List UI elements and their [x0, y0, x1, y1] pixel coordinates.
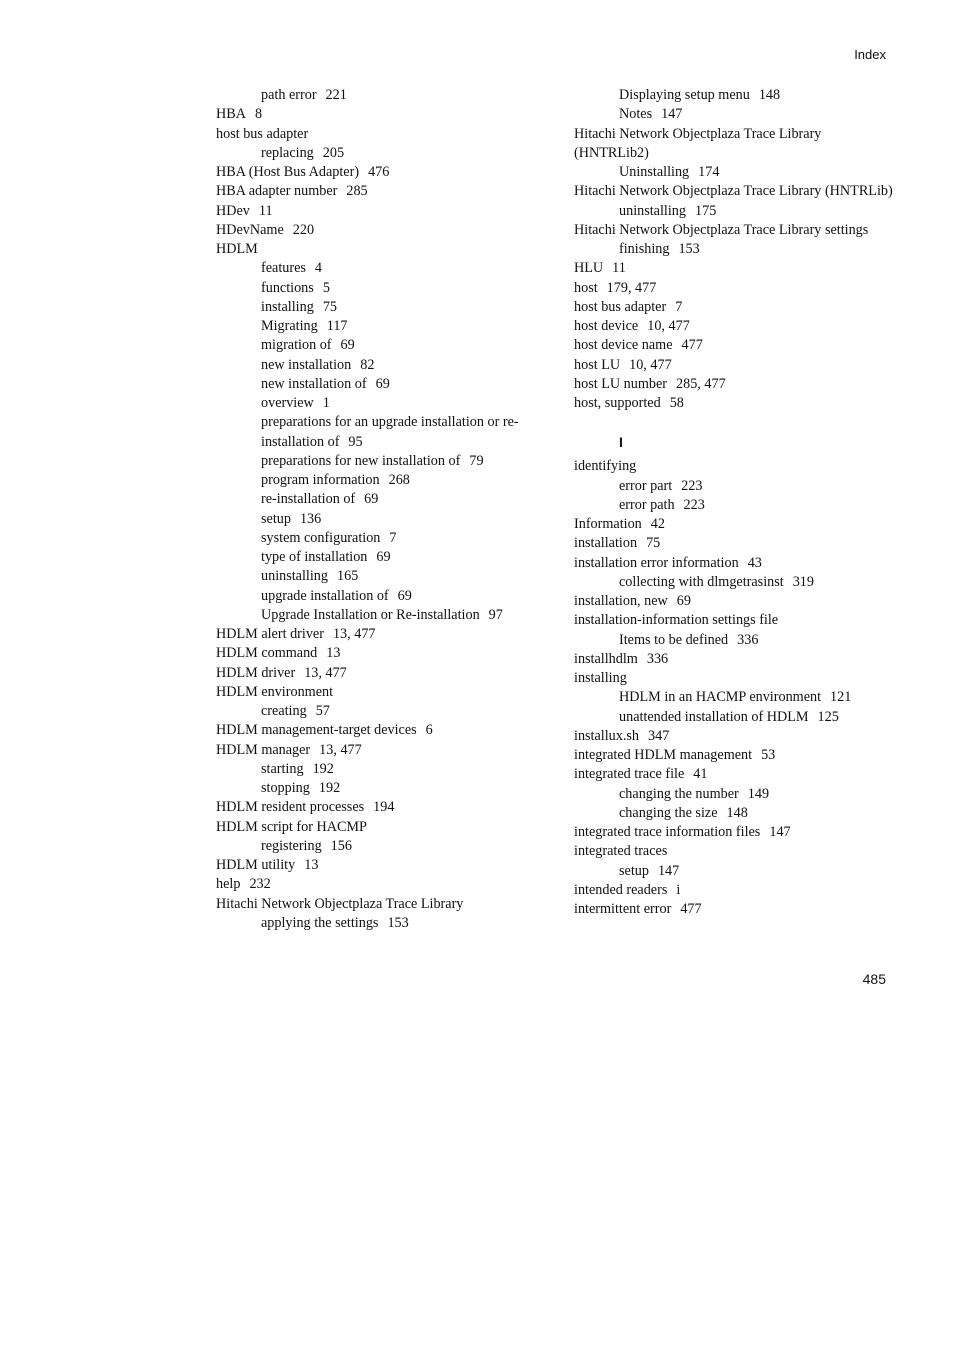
- index-subentry: [216, 567, 566, 586]
- index-term: installation, new: [574, 593, 668, 609]
- index-subentry: [216, 86, 566, 105]
- index-term: collecting with dlmgetrasinst: [619, 573, 784, 590]
- index-term: type of installation: [261, 549, 368, 565]
- index-subentry: [574, 631, 894, 650]
- index-subentry: [216, 779, 566, 798]
- index-term: HDLM manager: [216, 741, 311, 758]
- index-subentry: [574, 86, 894, 105]
- index-term: HDLM in an HACMP environment: [619, 689, 822, 706]
- page-number: 485: [862, 971, 886, 987]
- index-subentry: [574, 785, 894, 804]
- index-subentry: [216, 452, 566, 471]
- index-term: changing the number: [619, 785, 739, 802]
- index-term: host LU number: [574, 375, 667, 392]
- index-page-ref: 1: [322, 395, 330, 411]
- index-term: host bus adapter: [574, 298, 667, 315]
- index-term: installation error information: [574, 554, 739, 571]
- running-header: Index: [854, 47, 886, 62]
- index-page-ref: 13, 477: [332, 626, 376, 642]
- index-term: finishing: [619, 241, 670, 257]
- index-term: HDLM: [216, 241, 258, 257]
- index-term: Uninstalling: [619, 164, 690, 180]
- index-subentry: [574, 496, 894, 515]
- index-page-ref: 136: [299, 510, 322, 527]
- index-entry: [574, 611, 894, 630]
- index-page-ref: 13, 477: [319, 741, 362, 758]
- index-page-ref: 13: [304, 857, 319, 873]
- index-term: help: [216, 876, 241, 893]
- index-subentry: [216, 413, 566, 452]
- index-page-ref: 11: [612, 260, 626, 277]
- index-page-ref: 8: [254, 106, 263, 123]
- index-entry: [574, 727, 894, 746]
- index-entry: [574, 182, 894, 201]
- index-term: host device name: [574, 337, 673, 354]
- index-page-ref: 147: [769, 824, 791, 840]
- index-page-ref: 75: [646, 535, 661, 552]
- index-term: installing: [261, 298, 314, 315]
- index-entry: [216, 875, 566, 894]
- index-term: Hitachi Network Objectplaza Trace Library settings: [574, 221, 869, 238]
- index-entry: [574, 394, 894, 413]
- index-term: Information: [574, 516, 642, 532]
- index-term: HDLM script for HACMP: [216, 818, 367, 835]
- index-page-ref: 336: [737, 631, 759, 648]
- index-term: starting: [261, 760, 304, 777]
- index-page-ref: 285: [346, 183, 368, 200]
- index-entry: [216, 798, 566, 817]
- index-term: installux.sh: [574, 727, 640, 744]
- index-entry: [574, 746, 894, 765]
- index-entry: [216, 818, 566, 837]
- index-term: identifying: [574, 458, 637, 475]
- index-entry: [574, 842, 894, 861]
- index-page-ref: 5: [322, 279, 330, 296]
- index-entry: [574, 336, 894, 355]
- index-term: replacing: [261, 144, 314, 161]
- index-term: Hitachi Network Objectplaza Trace Library (HNTRLib2): [574, 125, 822, 161]
- index-term: program information: [261, 472, 380, 488]
- index-term: preparations for new installation of: [261, 452, 461, 469]
- index-term: system configuration: [261, 529, 381, 546]
- index-page-ref: 69: [397, 587, 412, 604]
- index-page-ref: 268: [388, 472, 410, 488]
- index-entry: [574, 765, 894, 784]
- index-entry: [574, 375, 894, 394]
- index-term: error path: [619, 496, 675, 513]
- index-term: integrated traces: [574, 843, 668, 860]
- index-page-ref: 192: [318, 780, 341, 796]
- index-subentry: [216, 510, 566, 529]
- index-subentry: [574, 688, 894, 707]
- index-page-ref: 319: [792, 573, 814, 590]
- index-page-ref: i: [676, 881, 681, 898]
- index-term: installation: [574, 535, 638, 552]
- index-entry: [216, 182, 566, 201]
- index-term: overview: [261, 395, 314, 411]
- index-subentry: [216, 606, 566, 625]
- index-page-ref: 220: [292, 221, 315, 238]
- index-entry: [574, 356, 894, 375]
- index-subentry: [216, 144, 566, 163]
- index-page-ref: 285, 477: [676, 375, 726, 392]
- index-subentry: [216, 394, 566, 413]
- index-term: setup: [261, 510, 291, 527]
- index-page-ref: 223: [683, 496, 705, 513]
- index-entry: [574, 900, 894, 919]
- index-page-ref: 4: [314, 260, 322, 277]
- index-term: Items to be defined: [619, 631, 729, 648]
- index-page-ref: 148: [726, 804, 748, 821]
- index-term: new installation: [261, 356, 352, 373]
- index-entry: [574, 298, 894, 317]
- index-term: path error: [261, 87, 317, 103]
- index-term: installhdlm: [574, 650, 638, 667]
- index-entry: [216, 895, 566, 914]
- index-term: integrated trace information files: [574, 824, 761, 840]
- index-group-h-continued: [574, 86, 894, 413]
- index-term: functions: [261, 279, 314, 296]
- index-page-ref: 10, 477: [629, 356, 672, 373]
- index-page-ref: 97: [488, 606, 503, 623]
- index-page-ref: 156: [330, 837, 352, 854]
- index-entry: [574, 457, 894, 476]
- index-subentry: [574, 573, 894, 592]
- index-subentry: [216, 702, 566, 721]
- index-term: registering: [261, 837, 322, 854]
- index-subentry: [216, 259, 566, 278]
- index-page-ref: 192: [312, 760, 334, 777]
- index-subentry: [574, 862, 894, 881]
- index-subentry: [574, 477, 894, 496]
- index-entry: [574, 259, 894, 278]
- index-term: new installation of: [261, 375, 367, 392]
- index-entry: [574, 823, 894, 842]
- index-page-ref: 57: [315, 703, 330, 719]
- index-term: Hitachi Network Objectplaza Trace Library (HNTRLib): [574, 183, 893, 200]
- index-term: migration of: [261, 337, 332, 354]
- index-page-ref: 232: [249, 876, 271, 893]
- index-term: stopping: [261, 780, 310, 796]
- index-page-ref: 11: [258, 202, 273, 219]
- index-term: Notes: [619, 106, 653, 123]
- index-page-ref: 69: [676, 593, 691, 609]
- index-column-right: [574, 86, 894, 919]
- index-entry: [216, 240, 566, 259]
- index-subentry: [216, 471, 566, 490]
- index-page-ref: 69: [375, 375, 390, 392]
- index-page-ref: 79: [469, 452, 484, 469]
- index-page-ref: 179, 477: [606, 279, 657, 296]
- index-term: Displaying setup menu: [619, 87, 750, 103]
- index-page-ref: 43: [747, 554, 762, 571]
- index-page-ref: 194: [373, 799, 395, 816]
- index-entry: [574, 554, 894, 573]
- index-term: HDLM management-target devices: [216, 722, 417, 739]
- index-term: HDevName: [216, 221, 284, 238]
- index-subentry: [574, 163, 894, 182]
- index-term: integrated HDLM management: [574, 747, 753, 763]
- index-page-ref: 476: [368, 164, 390, 180]
- index-page-ref: 13, 477: [304, 664, 347, 681]
- index-page-ref: 75: [322, 298, 337, 315]
- index-page-ref: 153: [387, 914, 409, 931]
- index-entry: [574, 515, 894, 534]
- index-term: HDLM command: [216, 645, 318, 662]
- index-term: HLU: [574, 260, 604, 277]
- index-page-ref: 147: [657, 862, 680, 879]
- index-subentry: [574, 708, 894, 727]
- index-page-ref: 58: [669, 395, 684, 411]
- index-page-ref: 121: [830, 689, 852, 706]
- index-term: features: [261, 260, 306, 277]
- index-page-ref: 153: [678, 241, 700, 257]
- index-page-ref: 69: [376, 549, 391, 565]
- index-page-ref: 174: [698, 164, 720, 180]
- index-subentry: [216, 356, 566, 375]
- index-subentry: [216, 336, 566, 355]
- index-page-ref: 347: [648, 727, 670, 744]
- index-page-ref: 53: [761, 747, 776, 763]
- index-page-ref: 13: [326, 645, 341, 662]
- index-page-ref: 125: [817, 708, 839, 725]
- index-entry: [216, 625, 566, 644]
- index-term: uninstalling: [261, 568, 328, 585]
- index-subentry: [574, 202, 894, 221]
- index-subentry: [216, 298, 566, 317]
- index-entry: [216, 221, 566, 240]
- index-page-ref: 69: [364, 491, 379, 508]
- index-page-ref: 221: [325, 87, 347, 103]
- index-entry: [216, 163, 566, 182]
- index-term: host, supported: [574, 395, 661, 411]
- index-page-ref: 117: [326, 318, 348, 334]
- index-entry: [216, 644, 566, 663]
- index-subentry: [574, 804, 894, 823]
- index-term: host bus adapter: [216, 125, 309, 142]
- index-term: Hitachi Network Objectplaza Trace Library: [216, 895, 464, 912]
- index-term: integrated trace file: [574, 766, 685, 783]
- index-page-ref: 477: [680, 901, 702, 917]
- index-term: unattended installation of HDLM: [619, 708, 809, 725]
- index-entry: [216, 202, 566, 221]
- index-term: HDLM environment: [216, 683, 334, 700]
- index-term: HDev: [216, 202, 250, 219]
- index-term: host: [574, 279, 598, 296]
- index-term: re-installation of: [261, 491, 356, 508]
- index-term: setup: [619, 862, 649, 879]
- index-page-ref: 477: [681, 337, 703, 354]
- index-page-ref: 165: [337, 568, 359, 585]
- index-term: host LU: [574, 356, 621, 373]
- index-term: HDLM resident processes: [216, 799, 365, 816]
- index-entry: [574, 534, 894, 553]
- index-entry: [574, 279, 894, 298]
- index-term: host device: [574, 318, 639, 334]
- index-subentry: [216, 548, 566, 567]
- index-term: HBA adapter number: [216, 183, 338, 200]
- index-subentry: [574, 105, 894, 124]
- index-group-i: [574, 457, 894, 919]
- index-entry: [574, 221, 894, 240]
- index-term: intermittent error: [574, 901, 672, 917]
- index-page-ref: 7: [389, 529, 397, 546]
- index-term: installation-information settings file: [574, 612, 779, 629]
- index-subentry: [216, 529, 566, 548]
- index-term: error part: [619, 477, 673, 494]
- index-entry: [216, 741, 566, 760]
- index-page-ref: 175: [695, 202, 717, 219]
- index-page-ref: 223: [681, 477, 703, 494]
- index-entry: [216, 856, 566, 875]
- index-subentry: [574, 240, 894, 259]
- index-page-ref: 7: [675, 298, 683, 315]
- index-term: intended readers: [574, 881, 668, 898]
- index-term: upgrade installation of: [261, 587, 389, 604]
- index-subentry: [216, 587, 566, 606]
- index-term: HBA: [216, 106, 246, 123]
- index-subentry: [216, 760, 566, 779]
- index-page-ref: 82: [360, 356, 375, 373]
- index-entry: [574, 317, 894, 336]
- index-term: applying the settings: [261, 914, 379, 931]
- index-entry: [574, 125, 894, 164]
- index-term: HBA (Host Bus Adapter): [216, 164, 360, 180]
- index-term: HDLM driver: [216, 664, 296, 681]
- index-term: creating: [261, 703, 307, 719]
- index-page-ref: 42: [650, 516, 665, 532]
- index-page-ref: 148: [758, 87, 781, 103]
- index-term: changing the size: [619, 804, 718, 821]
- index-page-ref: 205: [322, 144, 345, 161]
- index-entry: [574, 881, 894, 900]
- index-subentry: [216, 279, 566, 298]
- index-entry: [574, 669, 894, 688]
- index-term: Upgrade Installation or Re-installation: [261, 606, 480, 623]
- index-term: preparations for an upgrade installation or re-installation of: [261, 414, 519, 450]
- index-subentry: [216, 837, 566, 856]
- index-page-ref: 69: [340, 337, 355, 354]
- index-page-ref: 41: [693, 766, 708, 783]
- index-entry: [574, 650, 894, 669]
- index-entry: [216, 683, 566, 702]
- index-page-ref: 95: [348, 433, 363, 450]
- index-subentry: [216, 375, 566, 394]
- index-term: HDLM utility: [216, 857, 296, 873]
- index-subentry: [216, 317, 566, 336]
- index-term: installing: [574, 670, 627, 686]
- index-page-ref: 336: [646, 650, 669, 667]
- index-entry: [574, 592, 894, 611]
- index-term: Migrating: [261, 318, 318, 334]
- index-entry: [216, 125, 566, 144]
- index-page-ref: 10, 477: [647, 318, 690, 334]
- index-entry: [216, 721, 566, 740]
- index-page-ref: 6: [425, 722, 433, 739]
- section-heading-i: I: [619, 434, 623, 451]
- index-subentry: [216, 490, 566, 509]
- index-entry: [216, 105, 566, 124]
- index-subentry: [216, 914, 566, 933]
- index-term: uninstalling: [619, 202, 686, 219]
- index-page-ref: 149: [747, 785, 770, 802]
- index-page-ref: 147: [661, 106, 683, 123]
- index-column-left: [216, 86, 566, 933]
- index-entry: [216, 664, 566, 683]
- index-term: HDLM alert driver: [216, 626, 324, 642]
